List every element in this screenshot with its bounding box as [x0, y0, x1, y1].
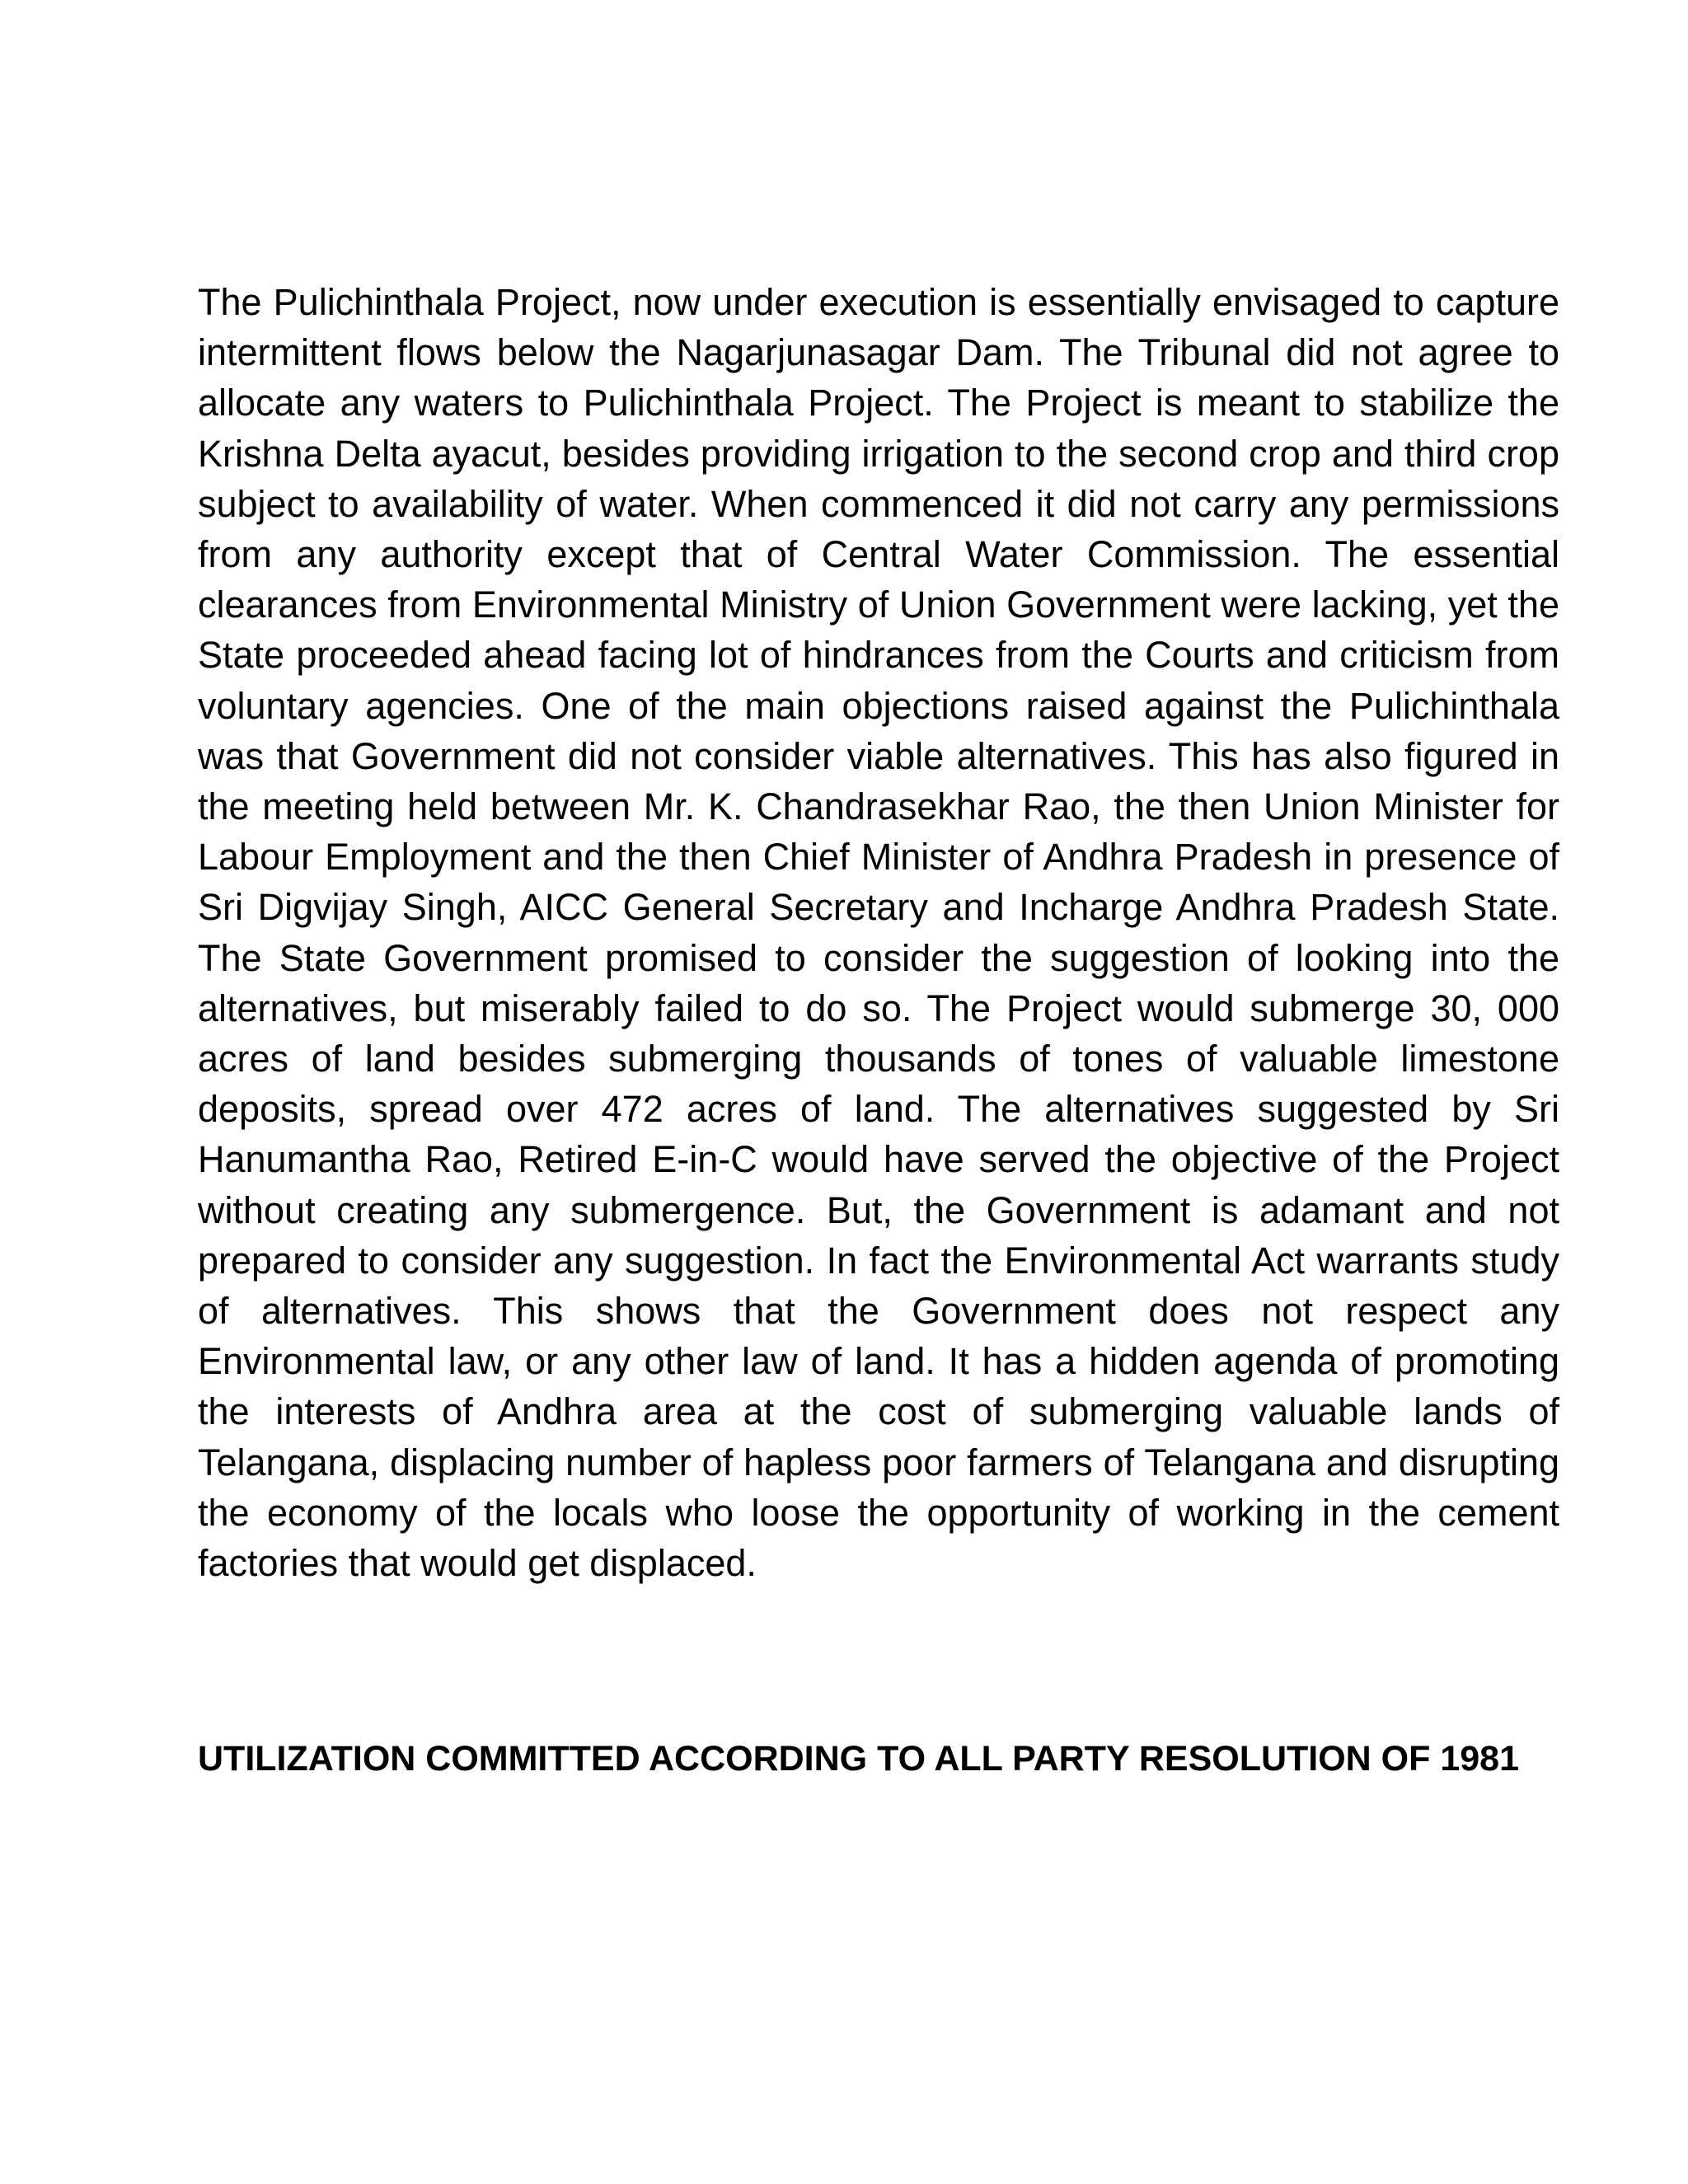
section-heading: UTILIZATION COMMITTED ACCORDING TO ALL PARTY RESOLUTION OF 1981 [198, 1739, 1519, 1779]
body-paragraph: The Pulichinthala Project, now under execution is essentially envisaged to capture intermittent flows below the Nagarjunasagar Dam. The Tribunal did not agree to allocate any waters to Pulichinthala Project. The Project is meant to stabilize the Krishna Delta ayacut, besides providing irrigation to the second crop and third crop subject to availability of water. When commenced it did not carry any permissions from any authority except that of Central Water Commission. The essential clearances from Environmental Ministry of Union Government were lacking, yet the State proceeded ahead facing lot of hindrances from the Courts and criticism from voluntary agencies. One of the main objections raised against the Pulichinthala was that Government did not consider viable alternatives. This has also figured in the meeting held between Mr. K. Chandrasekhar Rao, the then Union Minister for Labour Employment and the then Chief Minister of Andhra Pradesh in presence of Sri Digvijay Singh, AICC General Secretary and Incharge Andhra Pradesh State. The State Government promised to consider the suggestion of looking into the alternatives, but miserably failed to do so. The Project would submerge 30, 000 acres of land besides submerging thousands of tones of valuable limestone deposits, spread over 472 acres of land. The alternatives suggested by Sri Hanumantha Rao, Retired E-in-C would have served the objective of the Project without creating any submergence. But, the Government is adamant and not prepared to consider any suggestion. In fact the Environmental Act warrants study of alternatives. This shows that the Government does not respect any Environmental law, or any other law of land. It has a hidden agenda of promoting the interests of Andhra area at the cost of submerging valuable lands of Telangana, displacing number of hapless poor farmers of Telangana and disrupting the economy of the locals who loose the opportunity of working in the cement factories that would get displaced. [198, 281, 1559, 1585]
